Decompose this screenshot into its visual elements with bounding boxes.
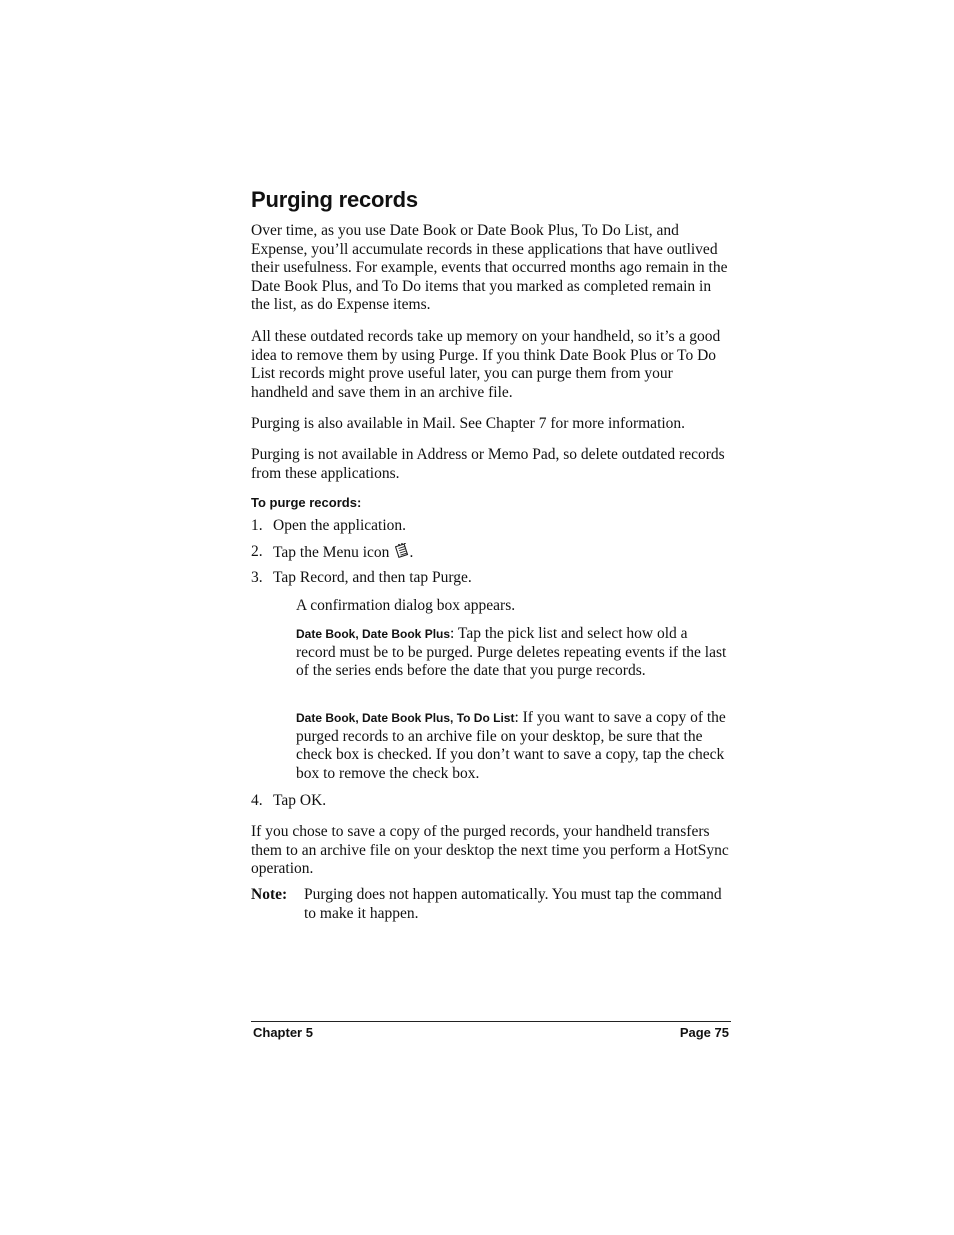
section-heading: Purging records <box>251 187 418 212</box>
step-text: Open the application. <box>273 517 406 534</box>
footer-rule <box>251 1021 731 1022</box>
detail-text: : If you want to save a copy of the purged records to an archive file on your desktop, be sure that the check box is checked. If you don’t want to save a copy, tap the check box to remove the check box. <box>296 709 726 782</box>
step-3-detail-date-book <box>296 625 728 681</box>
paragraph-not-available: Purging is not available in Address or Memo Pad, so delete outdated records from these applications. <box>251 446 725 482</box>
procedure-title: To purge records: <box>251 495 362 510</box>
step-number: 4. <box>251 792 263 809</box>
footer-chapter: Chapter 5 <box>253 1025 313 1040</box>
step-text: Tap Record, and then tap Purge. <box>273 569 472 586</box>
step-3-confirmation: A confirmation dialog box appears. <box>296 597 516 614</box>
menu-icon <box>395 543 409 558</box>
step-text-end: . <box>409 544 414 561</box>
note-label: Note: <box>251 886 288 903</box>
paragraph-memory: All these outdated records take up memory on your handheld, so it’s a good idea to remove them by using Purge. If you think Date Book Plus or To Do List records might prove useful later, you can purge them from your handheld and save them in an archive file. <box>251 328 721 401</box>
step-number: 3. <box>251 569 263 586</box>
step-text: Tap OK. <box>273 792 327 809</box>
detail-label: Date Book, Date Book Plus <box>296 627 451 641</box>
note-text: Purging does not happen automatically. You must tap the command to make it happen. <box>304 886 722 922</box>
paragraph-mail: Purging is also available in Mail. See Chapter 7 for more information. <box>251 415 686 432</box>
paragraph-intro: Over time, as you use Date Book or Date Book Plus, To Do List, and Expense, you’ll accumulate records in these applications that have outlived their usefulness. For example, events that occurred months ago remain in the Date Book Plus, and To Do items that you marked as completed remain in the list, as do Expense items. <box>251 222 728 314</box>
step-text: Tap the Menu icon <box>273 544 390 561</box>
detail-text: : Tap the pick list and select how old a record must be to be purged. Purge deletes repeating events if the last of the series ends before the date that you purge records. <box>296 625 727 680</box>
footer-page-number: Page 75 <box>679 1025 729 1040</box>
step-number: 2. <box>251 543 263 560</box>
step-number: 1. <box>251 517 263 534</box>
paragraph-closing: If you chose to save a copy of the purged records, your handheld transfers them to an archive file on your desktop the next time you perform a HotSync operation. <box>251 823 729 878</box>
detail-label: Date Book, Date Book Plus, To Do List <box>296 711 515 725</box>
step-3-detail-archive <box>296 709 728 783</box>
